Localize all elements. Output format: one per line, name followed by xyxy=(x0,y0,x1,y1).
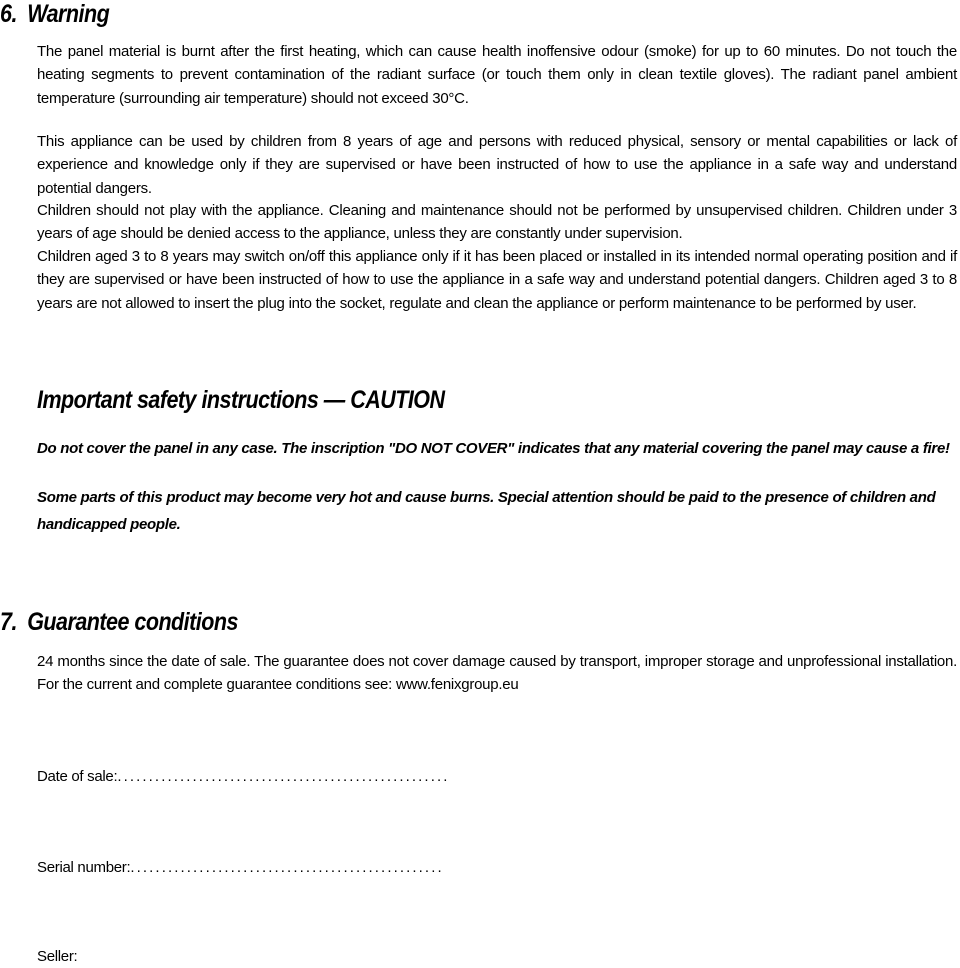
warning-paragraph-odour: The panel material is burnt after the first heating, which can cause health inoffensive odour (smoke) for up to 60 minutes. Do not touch the heating segments to prevent contamination of the radiant surface (or touch them only in clean textile gloves). The radiant panel ambient temperature (surrounding air temperature) should not exceed 30°C. xyxy=(37,43,957,107)
section-title: Warning xyxy=(27,0,110,28)
caution-heading: Important safety instructions — CAUTION xyxy=(37,386,445,414)
section-number: 6. xyxy=(0,0,17,28)
section-heading-guarantee xyxy=(0,608,238,636)
serial-number-field xyxy=(37,857,444,879)
seller-label: Seller: xyxy=(37,948,78,965)
date-of-sale-field xyxy=(37,766,450,788)
warning-paragraph-children-play: Children should not play with the appliance. Cleaning and maintenance should not be performed by unsupervised children. Children under 3 years of age should be denied access to the appliance, unless they are constantly under supervision. xyxy=(37,202,957,243)
guarantee-paragraph: 24 months since the date of sale. The guarantee does not cover damage caused by transport, improper storage and unprofessional installation. For the current and complete guarantee conditions see: www.fenixgroup.eu xyxy=(37,653,957,694)
caution-hot-parts: Some parts of this product may become very hot and cause burns. Special attention should be paid to the presence of children and handicapped people. xyxy=(37,489,936,533)
warning-paragraph-children-persons: This appliance can be used by children from 8 years of age and persons with reduced physical, sensory or mental capabilities or lack of experience and knowledge only if they are supervised or have been instructed of how to use the appliance in a safe way and understand potential dangers. xyxy=(37,133,957,197)
serial-number-label: Serial number: xyxy=(37,859,131,876)
date-of-sale-label: Date of sale: xyxy=(37,768,118,785)
section-number: 7. xyxy=(0,608,17,636)
date-of-sale-blank: ..................................................... xyxy=(117,768,450,785)
warning-paragraph-children-aged: Children aged 3 to 8 years may switch on/off this appliance only if it has been placed or installed in its intended normal operating position and if they are supervised or have been instructed of how to use the appliance in a safe way and understand potential dangers. Children aged 3 to 8 years are not allowed to insert the plug into the socket, regulate and clean the appliance or perform maintenance to be performed by user. xyxy=(37,248,957,312)
serial-number-blank: .................................................. xyxy=(130,859,444,876)
section-heading-warning xyxy=(0,0,109,28)
caution-do-not-cover: Do not cover the panel in any case. The inscription "DO NOT COVER" indicates that any material covering the panel may cause a fire! xyxy=(37,440,950,457)
section-title: Guarantee conditions xyxy=(27,608,238,636)
